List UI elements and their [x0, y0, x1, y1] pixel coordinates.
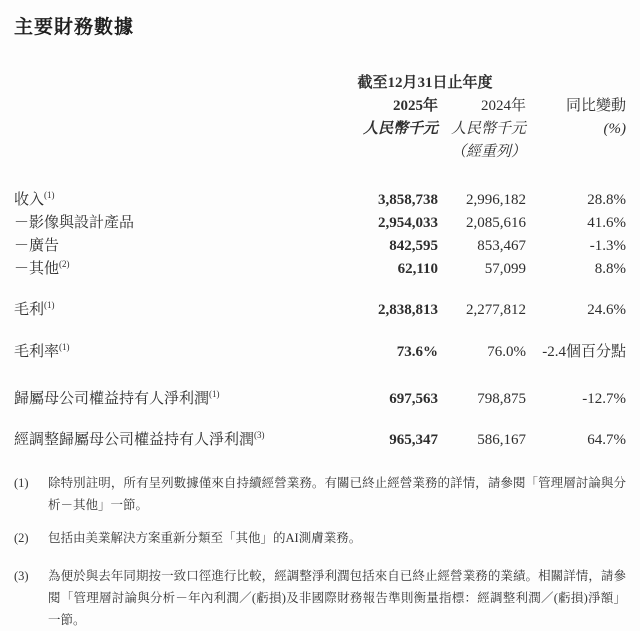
value-2025: 965,347 — [389, 432, 438, 448]
table-row-gross-profit — [14, 299, 626, 322]
footnote-marker: (3) — [14, 569, 29, 583]
value-2025: 2,954,033 — [378, 215, 438, 231]
row-label-text: 經調整歸屬母公司權益持有人淨利潤 — [14, 432, 255, 448]
unit-change: (%) — [603, 121, 626, 137]
value-change: -12.7% — [582, 391, 626, 407]
footnote-3 — [14, 565, 626, 631]
table-row-net-profit — [14, 388, 626, 411]
value-change: -2.4個百分點 — [542, 344, 626, 360]
row-label — [14, 212, 324, 235]
value-change: 64.7% — [587, 432, 626, 448]
footnote-2 — [14, 527, 626, 549]
value-change: -1.3% — [589, 238, 626, 254]
value-2024: 57,099 — [484, 261, 526, 277]
period-header: 截至12月31日止年度 — [357, 75, 493, 91]
row-label — [14, 388, 324, 411]
value-2025: 2,838,813 — [378, 302, 438, 318]
row-label — [14, 189, 324, 212]
footnotes-section — [14, 472, 626, 631]
row-label-text: 毛利率 — [14, 344, 60, 360]
row-label-text: －影像與設計產品 — [14, 215, 135, 231]
footnote-ref: (1) — [59, 342, 70, 352]
value-2024: 798,875 — [477, 391, 526, 407]
footnote-ref: (1) — [44, 300, 55, 310]
value-2024: 76.0% — [487, 344, 526, 360]
value-2025: 842,595 — [389, 238, 438, 254]
value-2025: 3,858,738 — [378, 192, 438, 208]
value-change: 8.8% — [594, 261, 626, 277]
restated-header-row — [14, 141, 626, 164]
table-body — [14, 189, 626, 452]
year-header-row — [14, 95, 626, 118]
footnote-marker: (1) — [14, 476, 29, 490]
value-2024: 586,167 — [477, 432, 526, 448]
footnote-text: 包括由美業解決方案重新分類至「其他」的AI測膚業務。 — [48, 531, 362, 545]
footnote-marker: (2) — [14, 531, 29, 545]
value-2025: 697,563 — [389, 391, 438, 407]
col-header-change: 同比變動 — [565, 98, 626, 114]
footnote-ref: (1) — [44, 190, 55, 200]
footnote-ref: (1) — [209, 389, 220, 399]
table-row-imaging-design — [14, 212, 626, 235]
footnote-ref: (2) — [59, 259, 70, 269]
row-label — [14, 299, 324, 322]
page-title: 主要財務數據 — [14, 17, 135, 38]
row-label — [14, 341, 324, 364]
period-header-row — [14, 72, 626, 95]
table-row-gross-margin — [14, 341, 626, 364]
value-2025: 62,110 — [397, 261, 438, 277]
restated-note: （經重列） — [450, 144, 526, 160]
financial-table — [14, 72, 626, 452]
unit-header-row — [14, 118, 626, 141]
value-2024: 2,085,616 — [466, 215, 526, 231]
row-label-text: －廣告 — [14, 238, 60, 254]
table-row-revenue — [14, 189, 626, 212]
row-label — [14, 258, 324, 281]
value-change: 28.8% — [587, 192, 626, 208]
table-header — [14, 72, 626, 164]
col-header-2025: 2025年 — [392, 98, 438, 114]
footnote-text: 除特別註明，所有呈列數據僅來自持續經營業務。有關已終止經營業務的詳情，請參閱「管理層討論與分析－其他」一節。 — [48, 476, 626, 512]
value-2025: 73.6% — [396, 344, 438, 360]
table-row-advertising — [14, 235, 626, 258]
table-row-others — [14, 258, 626, 281]
row-label-text: 歸屬母公司權益持有人淨利潤 — [14, 391, 210, 407]
row-label-text: －其他 — [14, 261, 60, 277]
value-2024: 2,277,812 — [466, 302, 526, 318]
value-2024: 2,996,182 — [466, 192, 526, 208]
row-label — [14, 235, 324, 258]
value-change: 24.6% — [587, 302, 626, 318]
row-label — [14, 429, 324, 452]
table-row-adjusted-net-profit — [14, 429, 626, 452]
row-label-text: 毛利 — [14, 302, 45, 318]
value-change: 41.6% — [587, 215, 626, 231]
footnote-ref: (3) — [254, 430, 265, 440]
value-2024: 853,467 — [477, 238, 526, 254]
footnote-text: 為便於與去年同期按一致口徑進行比較，經調整淨利潤包括來自已終止經營業務的業績。相關詳情，請參閱「管理層討論與分析－年內利潤／(虧損)及非國際財務報告準則衡量指標：經調整利潤／(虧損)淨額」一節。 — [48, 569, 626, 627]
unit-2025: 人民幣千元 — [362, 121, 438, 137]
unit-2024: 人民幣千元 — [450, 121, 526, 137]
row-label-text: 收入 — [14, 192, 45, 208]
footnote-1 — [14, 472, 626, 516]
col-header-2024: 2024年 — [480, 98, 526, 114]
